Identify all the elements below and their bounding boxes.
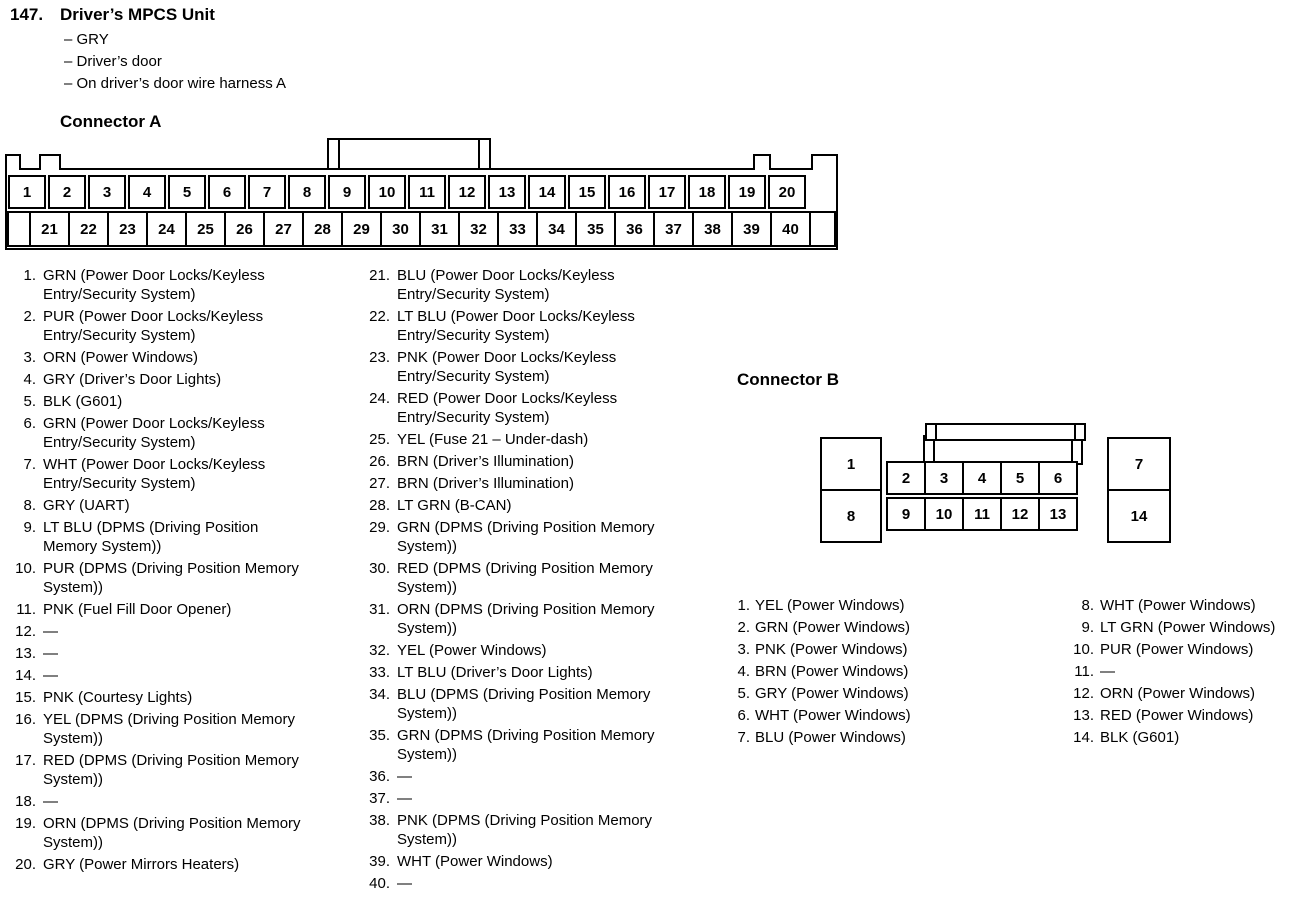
pin-description: — bbox=[43, 645, 58, 662]
pin-description: YEL (Fuse 21 – Under-dash) bbox=[397, 431, 589, 448]
pin-cavity: 9 bbox=[886, 497, 926, 531]
pin-list-item bbox=[728, 662, 968, 681]
pin-cavity: 1 bbox=[8, 175, 46, 209]
pin-list-item bbox=[8, 751, 315, 789]
pin-cavity: 14 bbox=[528, 175, 566, 209]
pin-number: 33. bbox=[369, 664, 390, 681]
pin-list-item bbox=[362, 600, 684, 638]
pin-list-item bbox=[362, 452, 684, 471]
pin-list-item bbox=[362, 307, 684, 345]
pin-number: 8. bbox=[1081, 597, 1094, 614]
pin-list-item bbox=[728, 706, 968, 725]
pin-list-item bbox=[728, 596, 968, 615]
connector-a-bottom-row bbox=[7, 211, 836, 247]
pin-description: PUR (Power Windows) bbox=[1100, 641, 1254, 658]
pin-list-item bbox=[362, 685, 684, 723]
pin-cavity: 7 bbox=[1107, 437, 1171, 491]
pin-list-item bbox=[8, 622, 315, 641]
pin-number: 10. bbox=[15, 560, 36, 577]
pin-description: ORN (Power Windows) bbox=[43, 349, 199, 366]
pin-description: ORN (Power Windows) bbox=[1100, 685, 1256, 702]
pin-cavity: 6 bbox=[208, 175, 246, 209]
pin-description: — bbox=[397, 790, 412, 807]
pin-description: GRN (DPMS (Driving Position Memory System)) bbox=[397, 519, 655, 555]
pin-list-item bbox=[8, 855, 315, 874]
pin-description: BLU (Power Windows) bbox=[755, 729, 906, 746]
pin-number: 29. bbox=[369, 519, 390, 536]
connector-b-diagram bbox=[820, 423, 1173, 547]
pin-description: ORN (DPMS (Driving Position Memory System)) bbox=[43, 815, 301, 851]
pin-list-item bbox=[8, 814, 315, 852]
pin-list-item bbox=[8, 518, 315, 556]
pin-number: 8. bbox=[23, 497, 36, 514]
pin-cavity: 4 bbox=[962, 461, 1002, 495]
pin-list-item bbox=[8, 710, 315, 748]
header-note: – GRY bbox=[64, 31, 109, 48]
pin-cavity: 14 bbox=[1107, 489, 1171, 543]
pin-description: RED (DPMS (Driving Position Memory System)) bbox=[43, 752, 299, 788]
pin-cavity: 11 bbox=[408, 175, 446, 209]
pin-list-item bbox=[8, 666, 315, 685]
pin-cavity: 3 bbox=[924, 461, 964, 495]
connector-a-diagram bbox=[5, 138, 838, 250]
pin-cavity: 27 bbox=[263, 211, 304, 247]
pin-number: 7. bbox=[23, 456, 36, 473]
pin-description: WHT (Power Windows) bbox=[397, 853, 553, 870]
pin-number: 28. bbox=[369, 497, 390, 514]
pin-list-item bbox=[8, 266, 315, 304]
pin-description: LT BLU (Driver’s Door Lights) bbox=[397, 664, 593, 681]
pin-cavity: 2 bbox=[886, 461, 926, 495]
pin-list-item bbox=[362, 874, 684, 893]
pin-description: PNK (DPMS (Driving Position Memory System)) bbox=[397, 812, 653, 848]
pin-description: YEL (Power Windows) bbox=[755, 597, 905, 614]
pin-number: 12. bbox=[15, 623, 36, 640]
pin-cavity: 3 bbox=[88, 175, 126, 209]
pin-number: 7. bbox=[737, 729, 750, 746]
pin-cavity: 32 bbox=[458, 211, 499, 247]
blank-cavity bbox=[7, 211, 31, 247]
pin-description: GRN (Power Door Locks/Keyless Entry/Security System) bbox=[43, 267, 265, 303]
connector-a-pins-21-40 bbox=[362, 266, 684, 896]
pin-description: RED (Power Door Locks/Keyless Entry/Security System) bbox=[397, 390, 618, 426]
pin-cavity: 15 bbox=[568, 175, 606, 209]
pin-number: 19. bbox=[15, 815, 36, 832]
pin-number: 11. bbox=[1074, 663, 1094, 680]
pin-cavity: 7 bbox=[248, 175, 286, 209]
blank-cavity bbox=[809, 211, 836, 247]
pin-list-item bbox=[362, 726, 684, 764]
pin-number: 14. bbox=[1073, 729, 1094, 746]
pin-cavity: 12 bbox=[1000, 497, 1040, 531]
pin-description: PNK (Courtesy Lights) bbox=[43, 689, 193, 706]
pin-cavity: 33 bbox=[497, 211, 538, 247]
pin-description: WHT (Power Door Locks/Keyless Entry/Security System) bbox=[43, 456, 266, 492]
pin-number: 30. bbox=[369, 560, 390, 577]
pin-list-item bbox=[362, 389, 684, 427]
pin-description: RED (Power Windows) bbox=[1100, 707, 1254, 724]
pin-number: 9. bbox=[23, 519, 36, 536]
pin-number: 3. bbox=[737, 641, 750, 658]
pin-description: GRN (Power Windows) bbox=[755, 619, 911, 636]
pin-list-item bbox=[362, 348, 684, 386]
pin-cavity: 34 bbox=[536, 211, 577, 247]
pin-description: LT BLU (Power Door Locks/Keyless Entry/Security System) bbox=[397, 308, 635, 344]
pin-description: BLK (G601) bbox=[1100, 729, 1180, 746]
pin-cavity: 25 bbox=[185, 211, 226, 247]
pin-cavity: 17 bbox=[648, 175, 686, 209]
pin-number: 10. bbox=[1073, 641, 1094, 658]
pin-number: 3. bbox=[23, 349, 36, 366]
pin-list-item bbox=[8, 370, 315, 389]
pin-list-item bbox=[728, 684, 968, 703]
connector-b-pins-8-14 bbox=[1066, 596, 1312, 750]
pin-number: 6. bbox=[23, 415, 36, 432]
connector-a-tab bbox=[811, 154, 838, 170]
pin-description: PUR (DPMS (Driving Position Memory System)) bbox=[43, 560, 299, 596]
pin-list-item bbox=[1066, 684, 1312, 703]
pin-cavity: 1 bbox=[820, 437, 882, 491]
pin-number: 2. bbox=[737, 619, 750, 636]
pin-number: 20. bbox=[15, 856, 36, 873]
pin-number: 12. bbox=[1073, 685, 1094, 702]
section-title bbox=[10, 4, 215, 25]
pin-number: 26. bbox=[369, 453, 390, 470]
pin-list-item bbox=[1066, 728, 1312, 747]
pin-list-item bbox=[8, 348, 315, 367]
pin-cavity: 12 bbox=[448, 175, 486, 209]
pin-list-item bbox=[362, 663, 684, 682]
pin-cavity: 29 bbox=[341, 211, 382, 247]
connector-a-tab bbox=[753, 154, 771, 170]
page-title: Driver’s MPCS Unit bbox=[60, 5, 215, 24]
pin-list-item bbox=[1066, 596, 1312, 615]
connector-a-heading: Connector A bbox=[60, 112, 162, 131]
pin-cavity: 31 bbox=[419, 211, 460, 247]
pin-description: BRN (Power Windows) bbox=[755, 663, 909, 680]
pin-description: BLU (DPMS (Driving Position Memory System)) bbox=[397, 686, 651, 722]
pin-number: 27. bbox=[369, 475, 390, 492]
pin-list-item bbox=[362, 789, 684, 808]
pin-list-item bbox=[8, 496, 315, 515]
pin-description: YEL (DPMS (Driving Position Memory System)) bbox=[43, 711, 296, 747]
pin-description: — bbox=[43, 623, 58, 640]
pin-number: 1. bbox=[737, 597, 750, 614]
pin-description: PNK (Power Door Locks/Keyless Entry/Security System) bbox=[397, 349, 617, 385]
pin-number: 14. bbox=[15, 667, 36, 684]
pin-description: GRY (UART) bbox=[43, 497, 130, 514]
header-note: – On driver’s door wire harness A bbox=[64, 75, 287, 92]
pin-description: RED (DPMS (Driving Position Memory System)) bbox=[397, 560, 653, 596]
pin-cavity: 24 bbox=[146, 211, 187, 247]
pin-cavity: 2 bbox=[48, 175, 86, 209]
pin-list-item bbox=[362, 811, 684, 849]
pin-list-item bbox=[728, 728, 968, 747]
pin-description: LT GRN (B-CAN) bbox=[397, 497, 512, 514]
pin-description: WHT (Power Windows) bbox=[1100, 597, 1256, 614]
pin-cavity: 37 bbox=[653, 211, 694, 247]
pin-list-item bbox=[362, 852, 684, 871]
pin-list-item bbox=[362, 767, 684, 786]
pin-number: 22. bbox=[369, 308, 390, 325]
pin-number: 32. bbox=[369, 642, 390, 659]
pin-cavity: 28 bbox=[302, 211, 343, 247]
pin-list-item bbox=[8, 392, 315, 411]
pin-cavity: 38 bbox=[692, 211, 733, 247]
pin-number: 5. bbox=[23, 393, 36, 410]
pin-number: 35. bbox=[369, 727, 390, 744]
pin-number: 5. bbox=[737, 685, 750, 702]
pin-list-item bbox=[8, 559, 315, 597]
pin-list-item bbox=[8, 792, 315, 811]
pin-list-item bbox=[1066, 662, 1312, 681]
pin-cavity: 39 bbox=[731, 211, 772, 247]
connector-a-tab bbox=[5, 154, 21, 170]
pin-number: 13. bbox=[15, 645, 36, 662]
pin-description: GRN (Power Door Locks/Keyless Entry/Security System) bbox=[43, 415, 265, 451]
pin-number: 23. bbox=[369, 349, 390, 366]
connector-a-pins-1-20 bbox=[8, 266, 315, 877]
pin-description: PUR (Power Door Locks/Keyless Entry/Security System) bbox=[43, 308, 264, 344]
header-notes bbox=[64, 29, 286, 95]
connector-b-latch bbox=[925, 423, 1086, 441]
pin-description: BLU (Power Door Locks/Keyless Entry/Security System) bbox=[397, 267, 615, 303]
pin-cavity: 8 bbox=[288, 175, 326, 209]
pin-number: 9. bbox=[1081, 619, 1094, 636]
pin-list-item bbox=[728, 640, 968, 659]
pin-list-item bbox=[728, 618, 968, 637]
pin-list-item bbox=[362, 559, 684, 597]
pin-cavity: 30 bbox=[380, 211, 421, 247]
pin-list-item bbox=[1066, 706, 1312, 725]
pin-description: BLK (G601) bbox=[43, 393, 123, 410]
connector-b-pins-1-7 bbox=[728, 596, 968, 750]
pin-list-item bbox=[8, 600, 315, 619]
pin-cavity: 13 bbox=[488, 175, 526, 209]
pin-list-item bbox=[362, 518, 684, 556]
pin-list-item bbox=[1066, 618, 1312, 637]
pin-number: 39. bbox=[369, 853, 390, 870]
pin-list-item bbox=[8, 414, 315, 452]
pin-cavity: 22 bbox=[68, 211, 109, 247]
pin-cavity: 4 bbox=[128, 175, 166, 209]
pin-description: PNK (Power Windows) bbox=[755, 641, 908, 658]
pin-list-item bbox=[362, 641, 684, 660]
pin-cavity: 40 bbox=[770, 211, 811, 247]
pin-number: 1. bbox=[23, 267, 36, 284]
connector-a-bottom-cells bbox=[29, 211, 811, 247]
pin-cavity: 8 bbox=[820, 489, 882, 543]
section-number: 147. bbox=[10, 5, 44, 24]
pin-cavity: 11 bbox=[962, 497, 1002, 531]
pin-cavity: 10 bbox=[368, 175, 406, 209]
pin-description: GRN (DPMS (Driving Position Memory System)) bbox=[397, 727, 655, 763]
pin-number: 4. bbox=[737, 663, 750, 680]
pin-description: PNK (Fuel Fill Door Opener) bbox=[43, 601, 232, 618]
pin-description: LT GRN (Power Windows) bbox=[1100, 619, 1276, 636]
connector-a-top-row bbox=[8, 175, 806, 209]
pin-cavity: 5 bbox=[1000, 461, 1040, 495]
pin-description: — bbox=[1100, 663, 1115, 680]
pin-number: 31. bbox=[369, 601, 390, 618]
pin-cavity: 26 bbox=[224, 211, 265, 247]
pin-number: 21. bbox=[369, 267, 390, 284]
connector-b-heading: Connector B bbox=[737, 370, 839, 389]
pin-cavity: 9 bbox=[328, 175, 366, 209]
pin-list-item bbox=[8, 688, 315, 707]
pin-list-item bbox=[8, 307, 315, 345]
pin-cavity: 35 bbox=[575, 211, 616, 247]
pin-list-item bbox=[362, 496, 684, 515]
pin-list-item bbox=[362, 266, 684, 304]
pin-number: 6. bbox=[737, 707, 750, 724]
pin-cavity: 20 bbox=[768, 175, 806, 209]
pin-number: 11. bbox=[16, 601, 36, 618]
pin-list-item bbox=[362, 474, 684, 493]
pin-list-item bbox=[8, 455, 315, 493]
pin-number: 18. bbox=[15, 793, 36, 810]
pin-description: GRY (Power Windows) bbox=[755, 685, 909, 702]
pin-number: 24. bbox=[369, 390, 390, 407]
pin-list-item bbox=[1066, 640, 1312, 659]
pin-description: LT BLU (DPMS (Driving Position Memory System)) bbox=[43, 519, 259, 555]
pin-description: — bbox=[43, 793, 58, 810]
pin-cavity: 36 bbox=[614, 211, 655, 247]
pin-description: BRN (Driver’s Illumination) bbox=[397, 453, 574, 470]
pin-number: 13. bbox=[1073, 707, 1094, 724]
pin-cavity: 13 bbox=[1038, 497, 1078, 531]
pin-cavity: 21 bbox=[29, 211, 70, 247]
pin-cavity: 10 bbox=[924, 497, 964, 531]
pin-cavity: 18 bbox=[688, 175, 726, 209]
pin-number: 40. bbox=[369, 875, 390, 892]
pin-number: 16. bbox=[15, 711, 36, 728]
pin-list-item bbox=[362, 430, 684, 449]
pin-description: — bbox=[397, 875, 412, 892]
pin-description: — bbox=[397, 768, 412, 785]
connector-a-latch bbox=[327, 138, 491, 172]
pin-cavity: 5 bbox=[168, 175, 206, 209]
pin-description: ORN (DPMS (Driving Position Memory System)) bbox=[397, 601, 655, 637]
pin-list-item bbox=[8, 644, 315, 663]
pin-number: 38. bbox=[369, 812, 390, 829]
pin-description: YEL (Power Windows) bbox=[397, 642, 547, 659]
pin-description: BRN (Driver’s Illumination) bbox=[397, 475, 574, 492]
pin-number: 34. bbox=[369, 686, 390, 703]
pin-number: 15. bbox=[15, 689, 36, 706]
connector-a-tab bbox=[39, 154, 61, 170]
pin-cavity: 6 bbox=[1038, 461, 1078, 495]
pin-cavity: 16 bbox=[608, 175, 646, 209]
pin-description: WHT (Power Windows) bbox=[755, 707, 911, 724]
pin-description: GRY (Power Mirrors Heaters) bbox=[43, 856, 240, 873]
pin-number: 25. bbox=[369, 431, 390, 448]
pin-cavity: 23 bbox=[107, 211, 148, 247]
pin-number: 4. bbox=[23, 371, 36, 388]
pin-number: 36. bbox=[369, 768, 390, 785]
pin-number: 2. bbox=[23, 308, 36, 325]
pin-number: 17. bbox=[15, 752, 36, 769]
pin-number: 37. bbox=[369, 790, 390, 807]
pin-description: GRY (Driver’s Door Lights) bbox=[43, 371, 222, 388]
header-note: – Driver’s door bbox=[64, 53, 162, 70]
pin-cavity: 19 bbox=[728, 175, 766, 209]
pin-description: — bbox=[43, 667, 58, 684]
